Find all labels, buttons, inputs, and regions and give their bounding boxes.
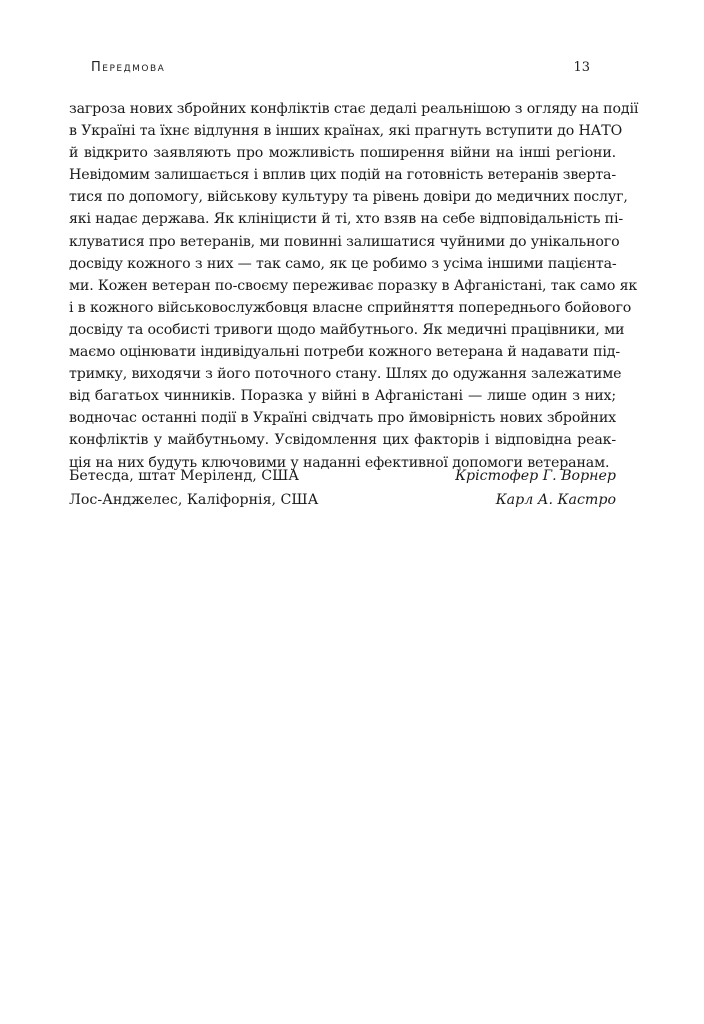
text-line: Невідомим залишається і вплив цих подій на готовність ветеранів зверта- xyxy=(69,167,616,184)
text-line: загроза нових збройних конфліктів стає дедалі реальнішою з огляду на події xyxy=(69,101,639,117)
text-line: й відкрито заявляють про можливість поширення війни на інші регіони. xyxy=(69,145,616,162)
text-line: конфліктів у майбутньому. Усвідомлення цих факторів і відповідна реак- xyxy=(69,432,616,449)
text-line: і в кожного військовослужбовця власне сприйняття попереднього бойового xyxy=(69,299,632,316)
text-line: маємо оцінювати індивідуальні потреби кожного ветерана й надавати під- xyxy=(69,344,621,361)
text-line: які надає держава. Як клініцисти й ті, хто взяв на себе відповідальність пі- xyxy=(69,211,623,228)
text-line: ми. Кожен ветеран по-своєму переживає поразку в Афганістані, так само як xyxy=(69,277,638,294)
text-line: тися по допомогу, військову культуру та рівень довіри до медичних послуг, xyxy=(69,189,628,206)
body-paragraph xyxy=(69,98,639,474)
text-line: ція на них будуть ключовими у наданні ефективної допомоги ветеранам. xyxy=(69,454,610,471)
text-line: клуватися про ветеранів, ми повинні залишатися чуйними до унікального xyxy=(69,233,620,250)
signature-place: Лос-Анджелес, Каліфорнія, США xyxy=(69,492,319,508)
signature-author: Карл А. Кастро xyxy=(495,492,616,508)
page-number: 13 xyxy=(573,60,590,75)
signature-row xyxy=(69,488,616,512)
text-line: досвіду та особисті тривоги щодо майбутнього. Як медичні працівники, ми xyxy=(69,321,625,338)
text-line: від багатьох чинників. Поразка у війні в Афганістані — лише один з них; xyxy=(69,388,616,405)
signature-place: Бетесда, штат Меріленд, США xyxy=(69,468,300,484)
text-line: водночас останні події в Україні свідчать про ймовірність нових збройних xyxy=(69,410,616,427)
running-head-title: Передмова xyxy=(91,60,166,75)
text-line: в Україні та їхнє відлуння в інших країнах, які прагнуть вступити до НАТО xyxy=(69,123,623,140)
text-line: досвіду кожного з них — так само, як це робимо з усіма іншими пацієнта- xyxy=(69,255,617,272)
signature-block xyxy=(69,464,616,512)
signature-author: Крістофер Г. Ворнер xyxy=(455,468,616,484)
signature-row xyxy=(69,464,616,488)
text-line: тримку, виходячи з його поточного стану. Шлях до одужання залежатиме xyxy=(69,366,622,383)
